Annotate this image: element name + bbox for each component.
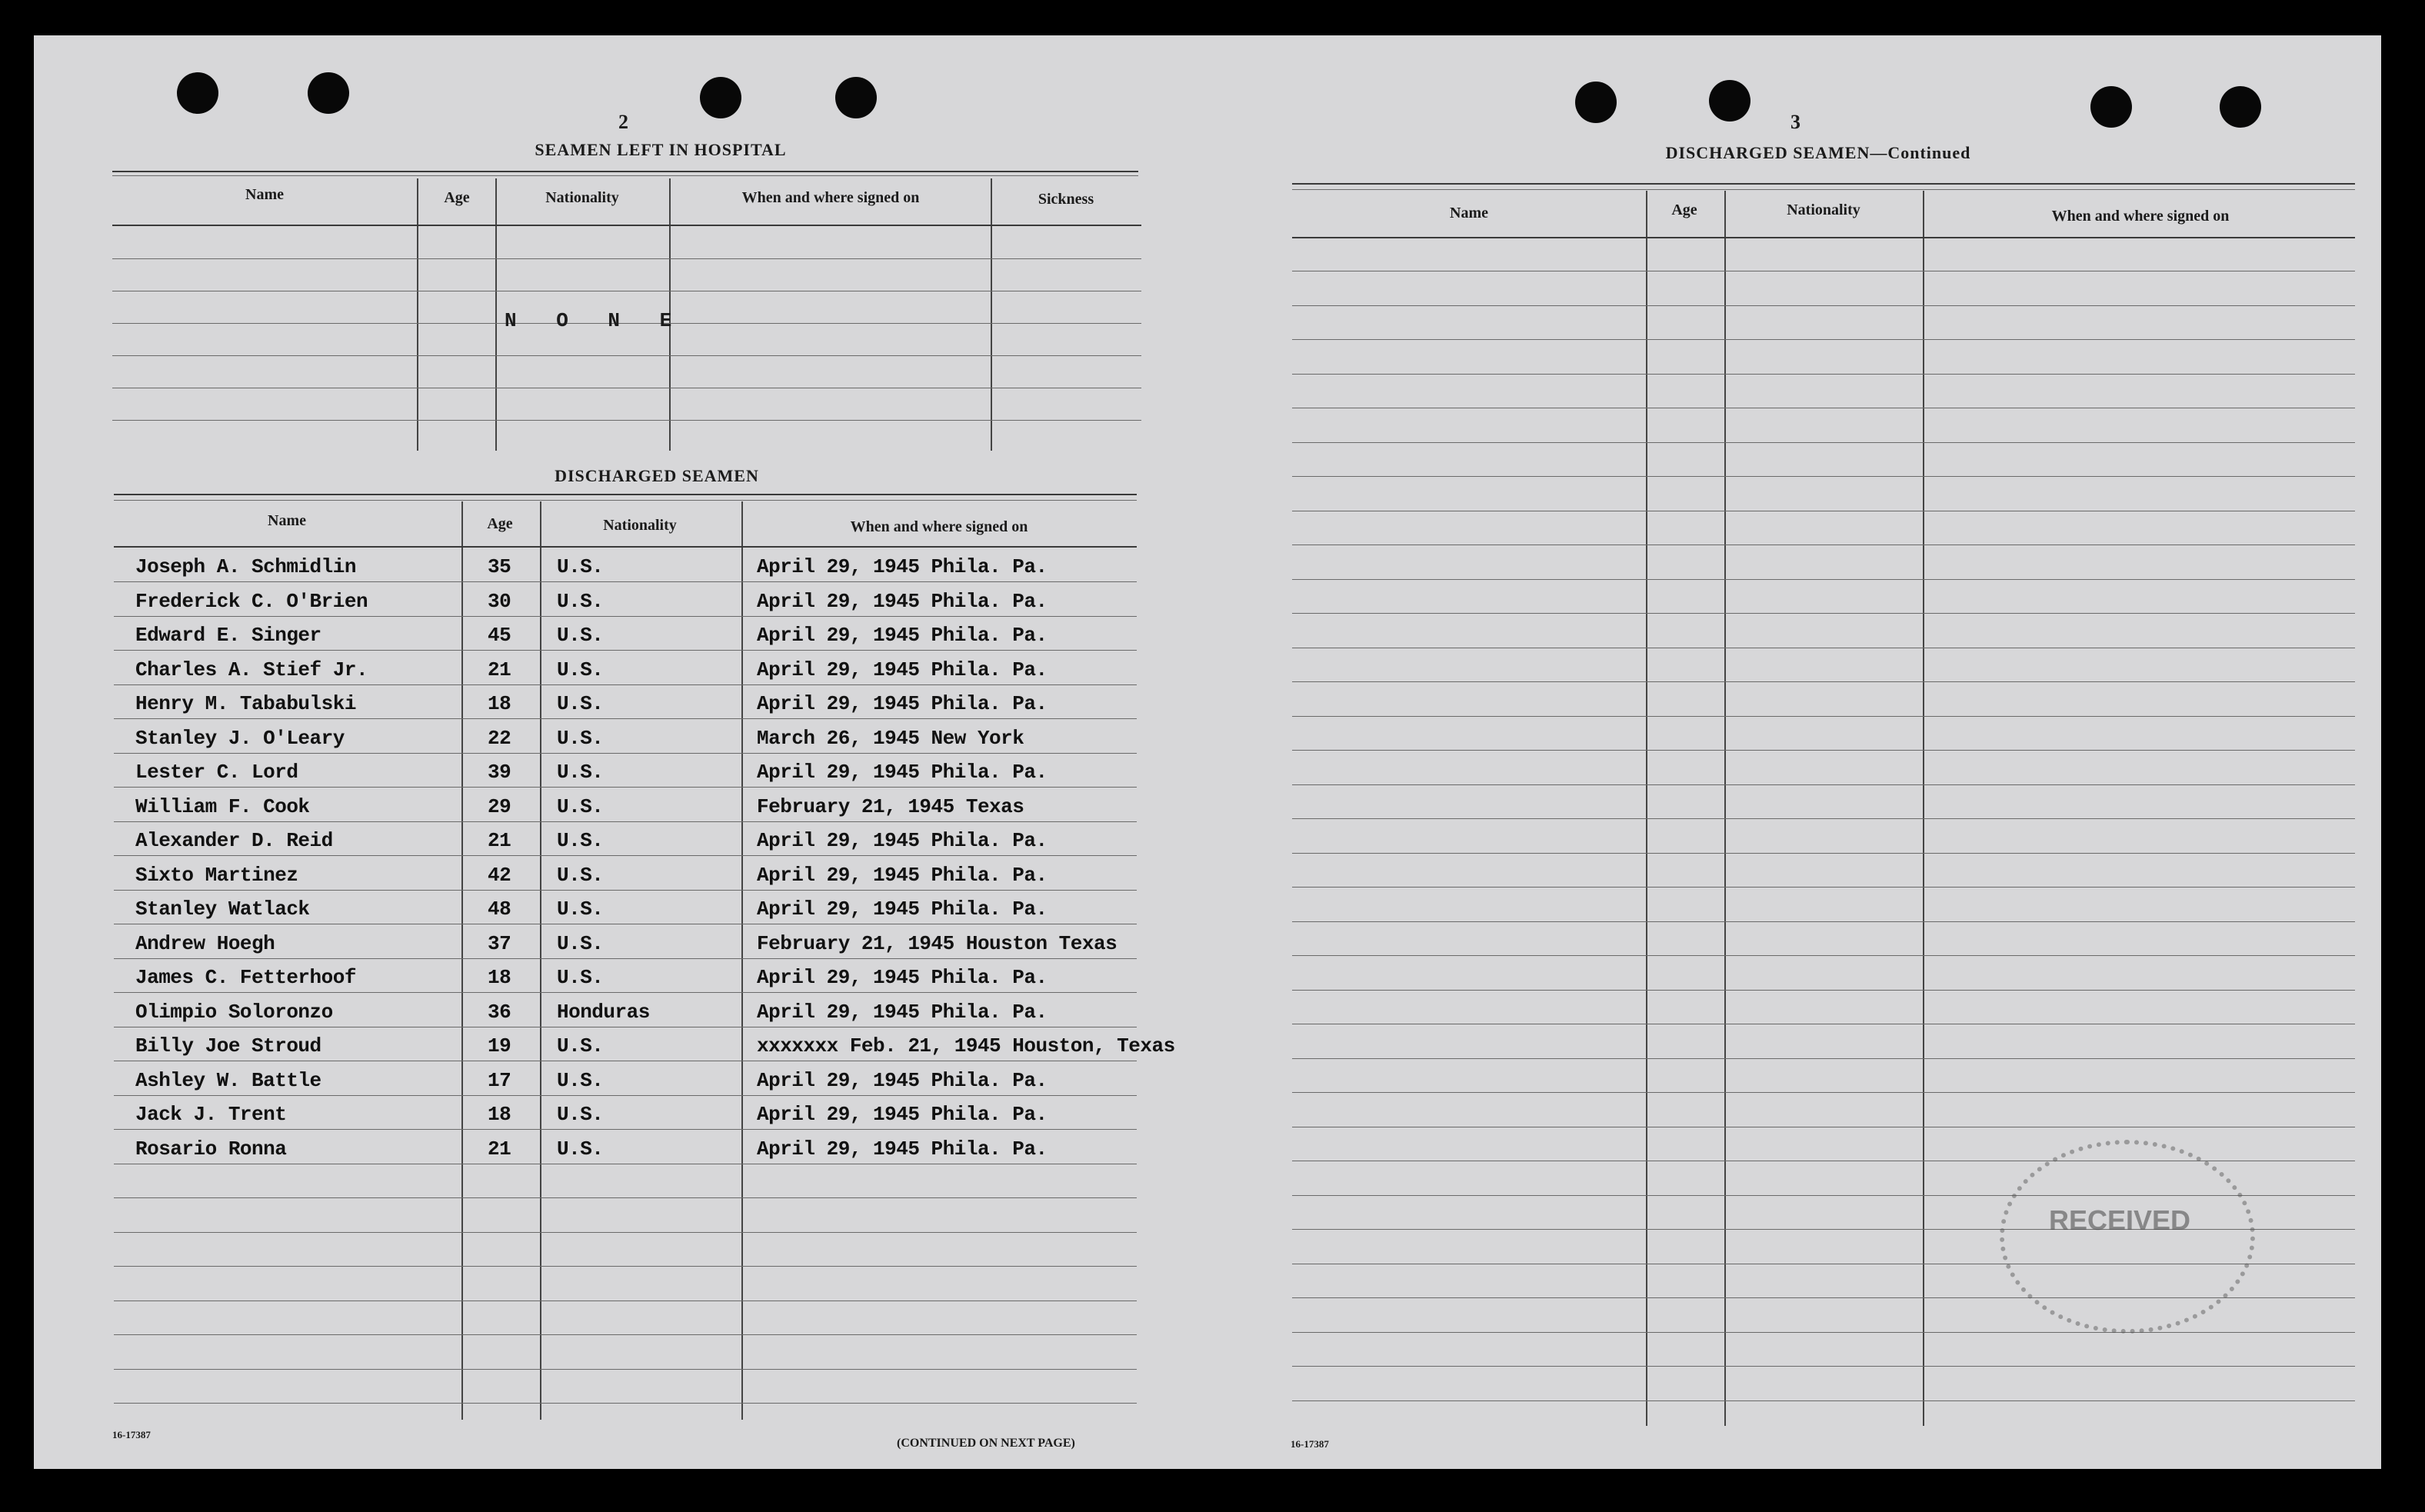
seaman-signed-on: April 29, 1945 Phila. Pa. bbox=[757, 761, 1048, 784]
row-line bbox=[114, 616, 1137, 617]
seaman-age: 29 bbox=[488, 795, 511, 818]
hospital-header-sickness: Sickness bbox=[1038, 191, 1094, 208]
seaman-signed-on: April 29, 1945 Phila. Pa. bbox=[757, 864, 1048, 887]
column-divider bbox=[540, 501, 541, 1420]
seaman-signed-on: April 29, 1945 Phila. Pa. bbox=[757, 966, 1048, 989]
row-line bbox=[1292, 955, 2355, 956]
seaman-age: 30 bbox=[488, 590, 511, 613]
seaman-age: 21 bbox=[488, 829, 511, 852]
hospital-none-entry: N O N E bbox=[505, 309, 686, 332]
row-line bbox=[114, 1197, 1137, 1198]
row-line bbox=[114, 992, 1137, 993]
row-line bbox=[114, 1129, 1137, 1130]
column-divider bbox=[417, 178, 418, 451]
punch-hole bbox=[2220, 86, 2261, 128]
row-line bbox=[114, 684, 1137, 685]
row-line bbox=[1292, 1366, 2355, 1367]
seaman-name: Rosario Ronna bbox=[135, 1137, 287, 1161]
row-line bbox=[114, 821, 1137, 822]
row-line bbox=[1292, 476, 2355, 477]
seaman-nationality: U.S. bbox=[557, 624, 604, 647]
seaman-age: 21 bbox=[488, 1137, 511, 1161]
document-sheet bbox=[34, 35, 2381, 1469]
row-line bbox=[114, 581, 1137, 582]
stamp-text: RECEIVED bbox=[2049, 1204, 2191, 1236]
seaman-age: 42 bbox=[488, 864, 511, 887]
seaman-age: 39 bbox=[488, 761, 511, 784]
row-line bbox=[1292, 1332, 2355, 1333]
seaman-name: William F. Cook bbox=[135, 795, 310, 818]
seaman-name: Sixto Martinez bbox=[135, 864, 298, 887]
row-line bbox=[114, 1334, 1137, 1335]
punch-hole bbox=[835, 77, 877, 118]
row-line bbox=[114, 855, 1137, 856]
right-header-nationality: Nationality bbox=[1787, 201, 1860, 218]
seaman-age: 17 bbox=[488, 1069, 511, 1092]
discharged-header-name: Name bbox=[268, 512, 306, 529]
row-line bbox=[1292, 1400, 2355, 1401]
seaman-signed-on: April 29, 1945 Phila. Pa. bbox=[757, 1103, 1048, 1126]
seaman-name: Jack J. Trent bbox=[135, 1103, 287, 1126]
hospital-header-age: Age bbox=[444, 189, 470, 206]
row-line bbox=[112, 258, 1141, 259]
row-line bbox=[114, 890, 1137, 891]
rule bbox=[112, 171, 1138, 172]
hospital-header-signed-on: When and where signed on bbox=[741, 189, 920, 206]
continued-note: (CONTINUED ON NEXT PAGE) bbox=[897, 1437, 1075, 1450]
discharged-header-signed-on: When and where signed on bbox=[850, 518, 1028, 535]
seaman-nationality: U.S. bbox=[557, 932, 604, 955]
hospital-header-nationality: Nationality bbox=[545, 189, 619, 206]
right-header-age: Age bbox=[1671, 201, 1697, 218]
row-line bbox=[114, 787, 1137, 788]
row-line bbox=[1292, 853, 2355, 854]
row-line bbox=[112, 420, 1141, 421]
column-divider bbox=[461, 501, 463, 1420]
column-divider bbox=[1724, 191, 1726, 1426]
row-line bbox=[114, 1403, 1137, 1404]
seaman-name: Stanley Watlack bbox=[135, 898, 310, 921]
seaman-nationality: Honduras bbox=[557, 1001, 650, 1024]
punch-hole bbox=[308, 72, 349, 114]
seaman-signed-on: April 29, 1945 Phila. Pa. bbox=[757, 829, 1048, 852]
seaman-name: Ashley W. Battle bbox=[135, 1069, 321, 1092]
seaman-age: 22 bbox=[488, 727, 511, 750]
column-divider bbox=[495, 178, 497, 451]
right-header-signed-on: When and where signed on bbox=[2051, 208, 2230, 225]
column-divider bbox=[991, 178, 992, 451]
seaman-name: Alexander D. Reid bbox=[135, 829, 333, 852]
punch-hole bbox=[700, 77, 741, 118]
discharged-header-nationality: Nationality bbox=[603, 517, 677, 534]
header-rule bbox=[1292, 237, 2355, 238]
seaman-signed-on: April 29, 1945 Phila. Pa. bbox=[757, 590, 1048, 613]
seaman-age: 45 bbox=[488, 624, 511, 647]
seaman-name: Andrew Hoegh bbox=[135, 932, 275, 955]
seaman-nationality: U.S. bbox=[557, 864, 604, 887]
seaman-age: 18 bbox=[488, 966, 511, 989]
hospital-header-name: Name bbox=[245, 186, 284, 203]
row-line bbox=[1292, 374, 2355, 375]
seaman-age: 48 bbox=[488, 898, 511, 921]
seaman-signed-on: February 21, 1945 Texas bbox=[757, 795, 1024, 818]
row-line bbox=[1292, 681, 2355, 682]
seaman-name: Lester C. Lord bbox=[135, 761, 298, 784]
right-header-name: Name bbox=[1450, 205, 1488, 221]
row-line bbox=[114, 958, 1137, 959]
header-rule bbox=[112, 225, 1141, 226]
row-line bbox=[1292, 921, 2355, 922]
row-line bbox=[1292, 613, 2355, 614]
seaman-nationality: U.S. bbox=[557, 966, 604, 989]
seaman-age: 36 bbox=[488, 1001, 511, 1024]
row-line bbox=[1292, 1092, 2355, 1093]
row-line bbox=[114, 1232, 1137, 1233]
row-line bbox=[1292, 1058, 2355, 1059]
page-number: 3 bbox=[1790, 111, 1800, 133]
punch-hole bbox=[1709, 80, 1750, 122]
rule bbox=[114, 494, 1137, 495]
seaman-signed-on: April 29, 1945 Phila. Pa. bbox=[757, 555, 1048, 578]
row-line bbox=[112, 355, 1141, 356]
seaman-name: Frederick C. O'Brien bbox=[135, 590, 368, 613]
seaman-nationality: U.S. bbox=[557, 1103, 604, 1126]
seaman-age: 21 bbox=[488, 658, 511, 681]
seaman-nationality: U.S. bbox=[557, 898, 604, 921]
seaman-signed-on: April 29, 1945 Phila. Pa. bbox=[757, 658, 1048, 681]
continued-title: DISCHARGED SEAMEN—Continued bbox=[1665, 143, 1971, 162]
row-line bbox=[1292, 442, 2355, 443]
seaman-nationality: U.S. bbox=[557, 795, 604, 818]
seaman-signed-on: xxxxxxx Feb. 21, 1945 Houston, Texas bbox=[757, 1034, 1175, 1057]
row-line bbox=[1292, 339, 2355, 340]
rule bbox=[1292, 183, 2355, 185]
seaman-signed-on: April 29, 1945 Phila. Pa. bbox=[757, 624, 1048, 647]
seaman-nationality: U.S. bbox=[557, 1034, 604, 1057]
seaman-signed-on: March 26, 1945 New York bbox=[757, 727, 1024, 750]
seaman-signed-on: April 29, 1945 Phila. Pa. bbox=[757, 1137, 1048, 1161]
seaman-signed-on: April 29, 1945 Phila. Pa. bbox=[757, 898, 1048, 921]
row-line bbox=[1292, 990, 2355, 991]
hospital-title: SEAMEN LEFT IN HOSPITAL bbox=[535, 140, 787, 159]
punch-hole bbox=[177, 72, 218, 114]
seaman-name: Billy Joe Stroud bbox=[135, 1034, 321, 1057]
discharged-title: DISCHARGED SEAMEN bbox=[555, 466, 759, 485]
row-line bbox=[114, 650, 1137, 651]
form-number: 16-17387 bbox=[1291, 1438, 1329, 1450]
row-line bbox=[114, 1095, 1137, 1096]
seaman-name: Olimpio Soloronzo bbox=[135, 1001, 333, 1024]
seaman-nationality: U.S. bbox=[557, 590, 604, 613]
row-line bbox=[1292, 818, 2355, 819]
rule bbox=[112, 175, 1138, 176]
seaman-nationality: U.S. bbox=[557, 727, 604, 750]
seaman-name: Charles A. Stief Jr. bbox=[135, 658, 368, 681]
rule bbox=[114, 500, 1137, 501]
column-divider bbox=[1923, 191, 1924, 1426]
seaman-signed-on: April 29, 1945 Phila. Pa. bbox=[757, 1069, 1048, 1092]
seaman-nationality: U.S. bbox=[557, 555, 604, 578]
seaman-signed-on: April 29, 1945 Phila. Pa. bbox=[757, 692, 1048, 715]
seaman-signed-on: February 21, 1945 Houston Texas bbox=[757, 932, 1118, 955]
seaman-age: 35 bbox=[488, 555, 511, 578]
page-number: 2 bbox=[618, 111, 628, 133]
seaman-nationality: U.S. bbox=[557, 692, 604, 715]
punch-hole bbox=[2090, 86, 2132, 128]
seaman-name: Joseph A. Schmidlin bbox=[135, 555, 356, 578]
form-number: 16-17387 bbox=[112, 1429, 151, 1440]
seaman-age: 18 bbox=[488, 692, 511, 715]
row-line bbox=[1292, 579, 2355, 580]
header-rule bbox=[114, 546, 1137, 548]
row-line bbox=[114, 1266, 1137, 1267]
seaman-name: Edward E. Singer bbox=[135, 624, 321, 647]
row-line bbox=[1292, 887, 2355, 888]
seaman-nationality: U.S. bbox=[557, 658, 604, 681]
column-divider bbox=[741, 501, 743, 1420]
column-divider bbox=[1646, 191, 1647, 1426]
seaman-name: Henry M. Tababulski bbox=[135, 692, 356, 715]
row-line bbox=[1292, 784, 2355, 785]
seaman-signed-on: April 29, 1945 Phila. Pa. bbox=[757, 1001, 1048, 1024]
seaman-age: 37 bbox=[488, 932, 511, 955]
seaman-name: Stanley J. O'Leary bbox=[135, 727, 345, 750]
seaman-age: 19 bbox=[488, 1034, 511, 1057]
seaman-nationality: U.S. bbox=[557, 829, 604, 852]
row-line bbox=[114, 1369, 1137, 1370]
punch-hole bbox=[1575, 82, 1617, 123]
row-line bbox=[114, 753, 1137, 754]
seaman-age: 18 bbox=[488, 1103, 511, 1126]
row-line bbox=[1292, 305, 2355, 306]
row-line bbox=[1292, 750, 2355, 751]
seaman-nationality: U.S. bbox=[557, 1069, 604, 1092]
discharged-header-age: Age bbox=[487, 515, 513, 532]
seaman-nationality: U.S. bbox=[557, 1137, 604, 1161]
row-line bbox=[1292, 716, 2355, 717]
received-stamp bbox=[2000, 1140, 2255, 1334]
seaman-name: James C. Fetterhoof bbox=[135, 966, 356, 989]
seaman-nationality: U.S. bbox=[557, 761, 604, 784]
row-line bbox=[114, 718, 1137, 719]
rule bbox=[1292, 189, 2355, 190]
